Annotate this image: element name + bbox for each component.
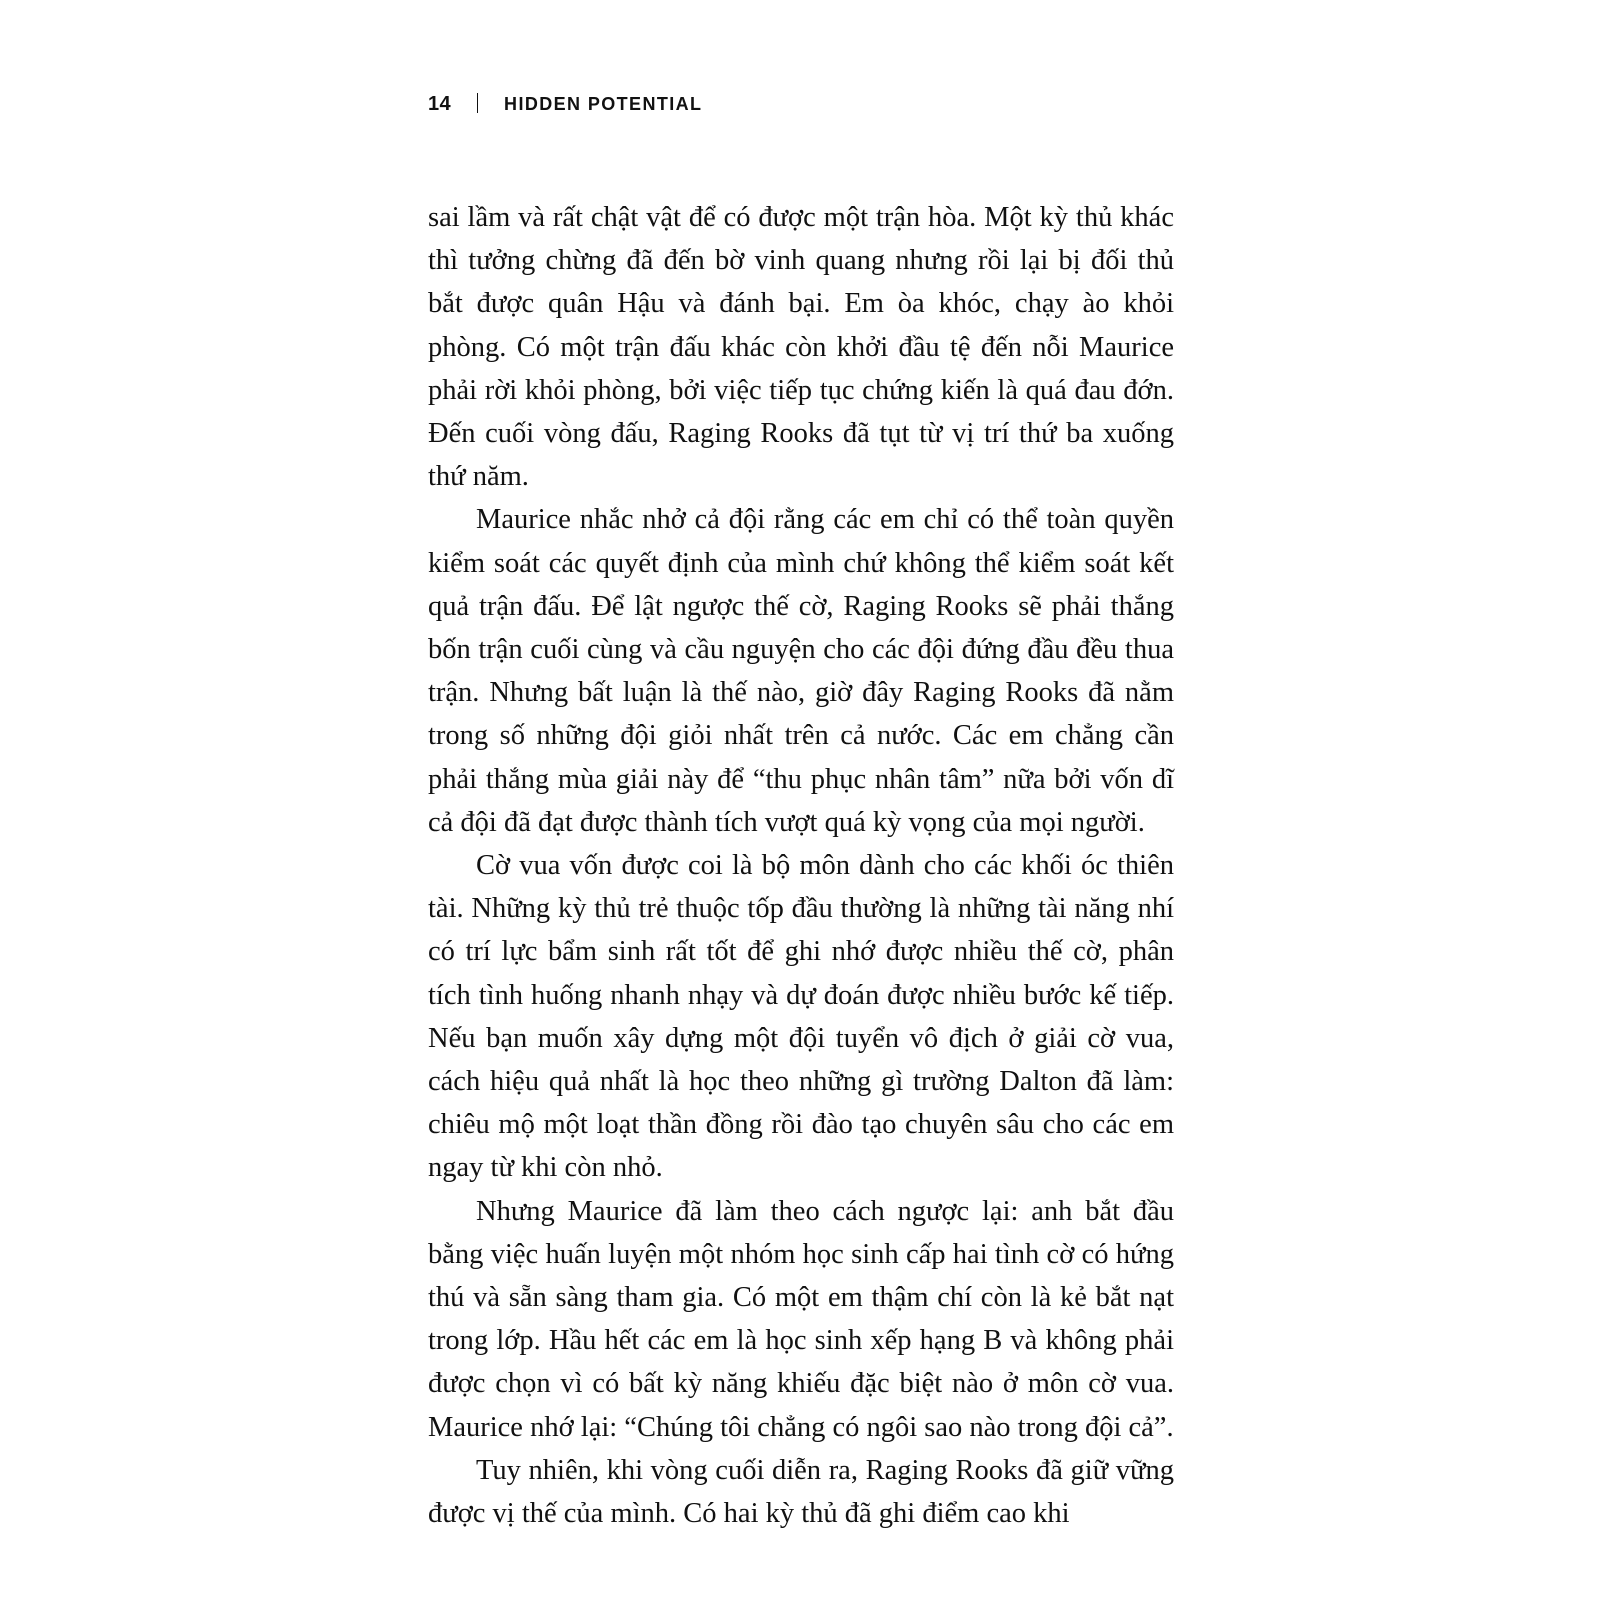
paragraph: Tuy nhiên, khi vòng cuối diễn ra, Raging Rooks đã giữ vững được vị thế của mình. Có hai kỳ thủ đã ghi điểm cao khi: [428, 1454, 1174, 1530]
running-head: [428, 90, 702, 116]
paragraph: sai lầm và rất chật vật để có được một trận hòa. Một kỳ thủ khác thì tưởng chừng đã đến bờ vinh quang nhưng rồi lại bị đối thủ bắt được quân Hậu và đánh bại. Em òa khóc, chạy ào khỏi phòng. Có một trận đấu khác còn khởi đầu tệ đến nỗi Maurice phải rời khỏi phòng, bởi việc tiếp tục chứng kiến là quá đau đớn. Đến cuối vòng đấu, Raging Rooks đã tụt từ vị trí thứ ba xuống thứ năm.: [428, 202, 1174, 493]
page-number: 14: [428, 93, 452, 115]
paragraph: Cờ vua vốn được coi là bộ môn dành cho các khối óc thiên tài. Những kỳ thủ trẻ thuộc tốp đầu thường là những tài năng nhí có trí lực bẩm sinh rất tốt để ghi nhớ được nhiều thế cờ, phân tích tình huống nhanh nhạy và dự đoán được nhiều bước kế tiếp. Nếu bạn muốn xây dựng một đội tuyển vô địch ở giải cờ vua, cách hiệu quả nhất là học theo những gì trường Dalton đã làm: chiêu mộ một loạt thần đồng rồi đào tạo chuyên sâu cho các em ngay từ khi còn nhỏ.: [428, 850, 1174, 1184]
paragraph: Nhưng Maurice đã làm theo cách ngược lại: anh bắt đầu bằng việc huấn luyện một nhóm học sinh cấp hai tình cờ có hứng thú và sẵn sàng tham gia. Có một em thậm chí còn là kẻ bắt nạt trong lớp. Hầu hết các em là học sinh xếp hạng B và không phải được chọn vì có bất kỳ năng khiếu đặc biệt nào ở môn cờ vua. Maurice nhớ lại: “Chúng tôi chẳng có ngôi sao nào trong đội cả”.: [428, 1195, 1174, 1443]
book-title: HIDDEN POTENTIAL: [504, 94, 703, 114]
running-head-divider: [477, 93, 478, 113]
body-text-block: [428, 196, 1174, 1535]
paragraph: Maurice nhắc nhở cả đội rằng các em chỉ có thể toàn quyền kiểm soát các quyết định của mình chứ không thể kiểm soát kết quả trận đấu. Để lật ngược thế cờ, Raging Rooks sẽ phải thắng bốn trận cuối cùng và cầu nguyện cho các đội đứng đầu đều thua trận. Nhưng bất luận là thế nào, giờ đây Raging Rooks đã nằm trong số những đội giỏi nhất trên cả nước. Các em chẳng cần phải thắng mùa giải này để “thu phục nhân tâm” nữa bởi vốn dĩ cả đội đã đạt được thành tích vượt quá kỳ vọng của mọi người.: [428, 504, 1174, 838]
